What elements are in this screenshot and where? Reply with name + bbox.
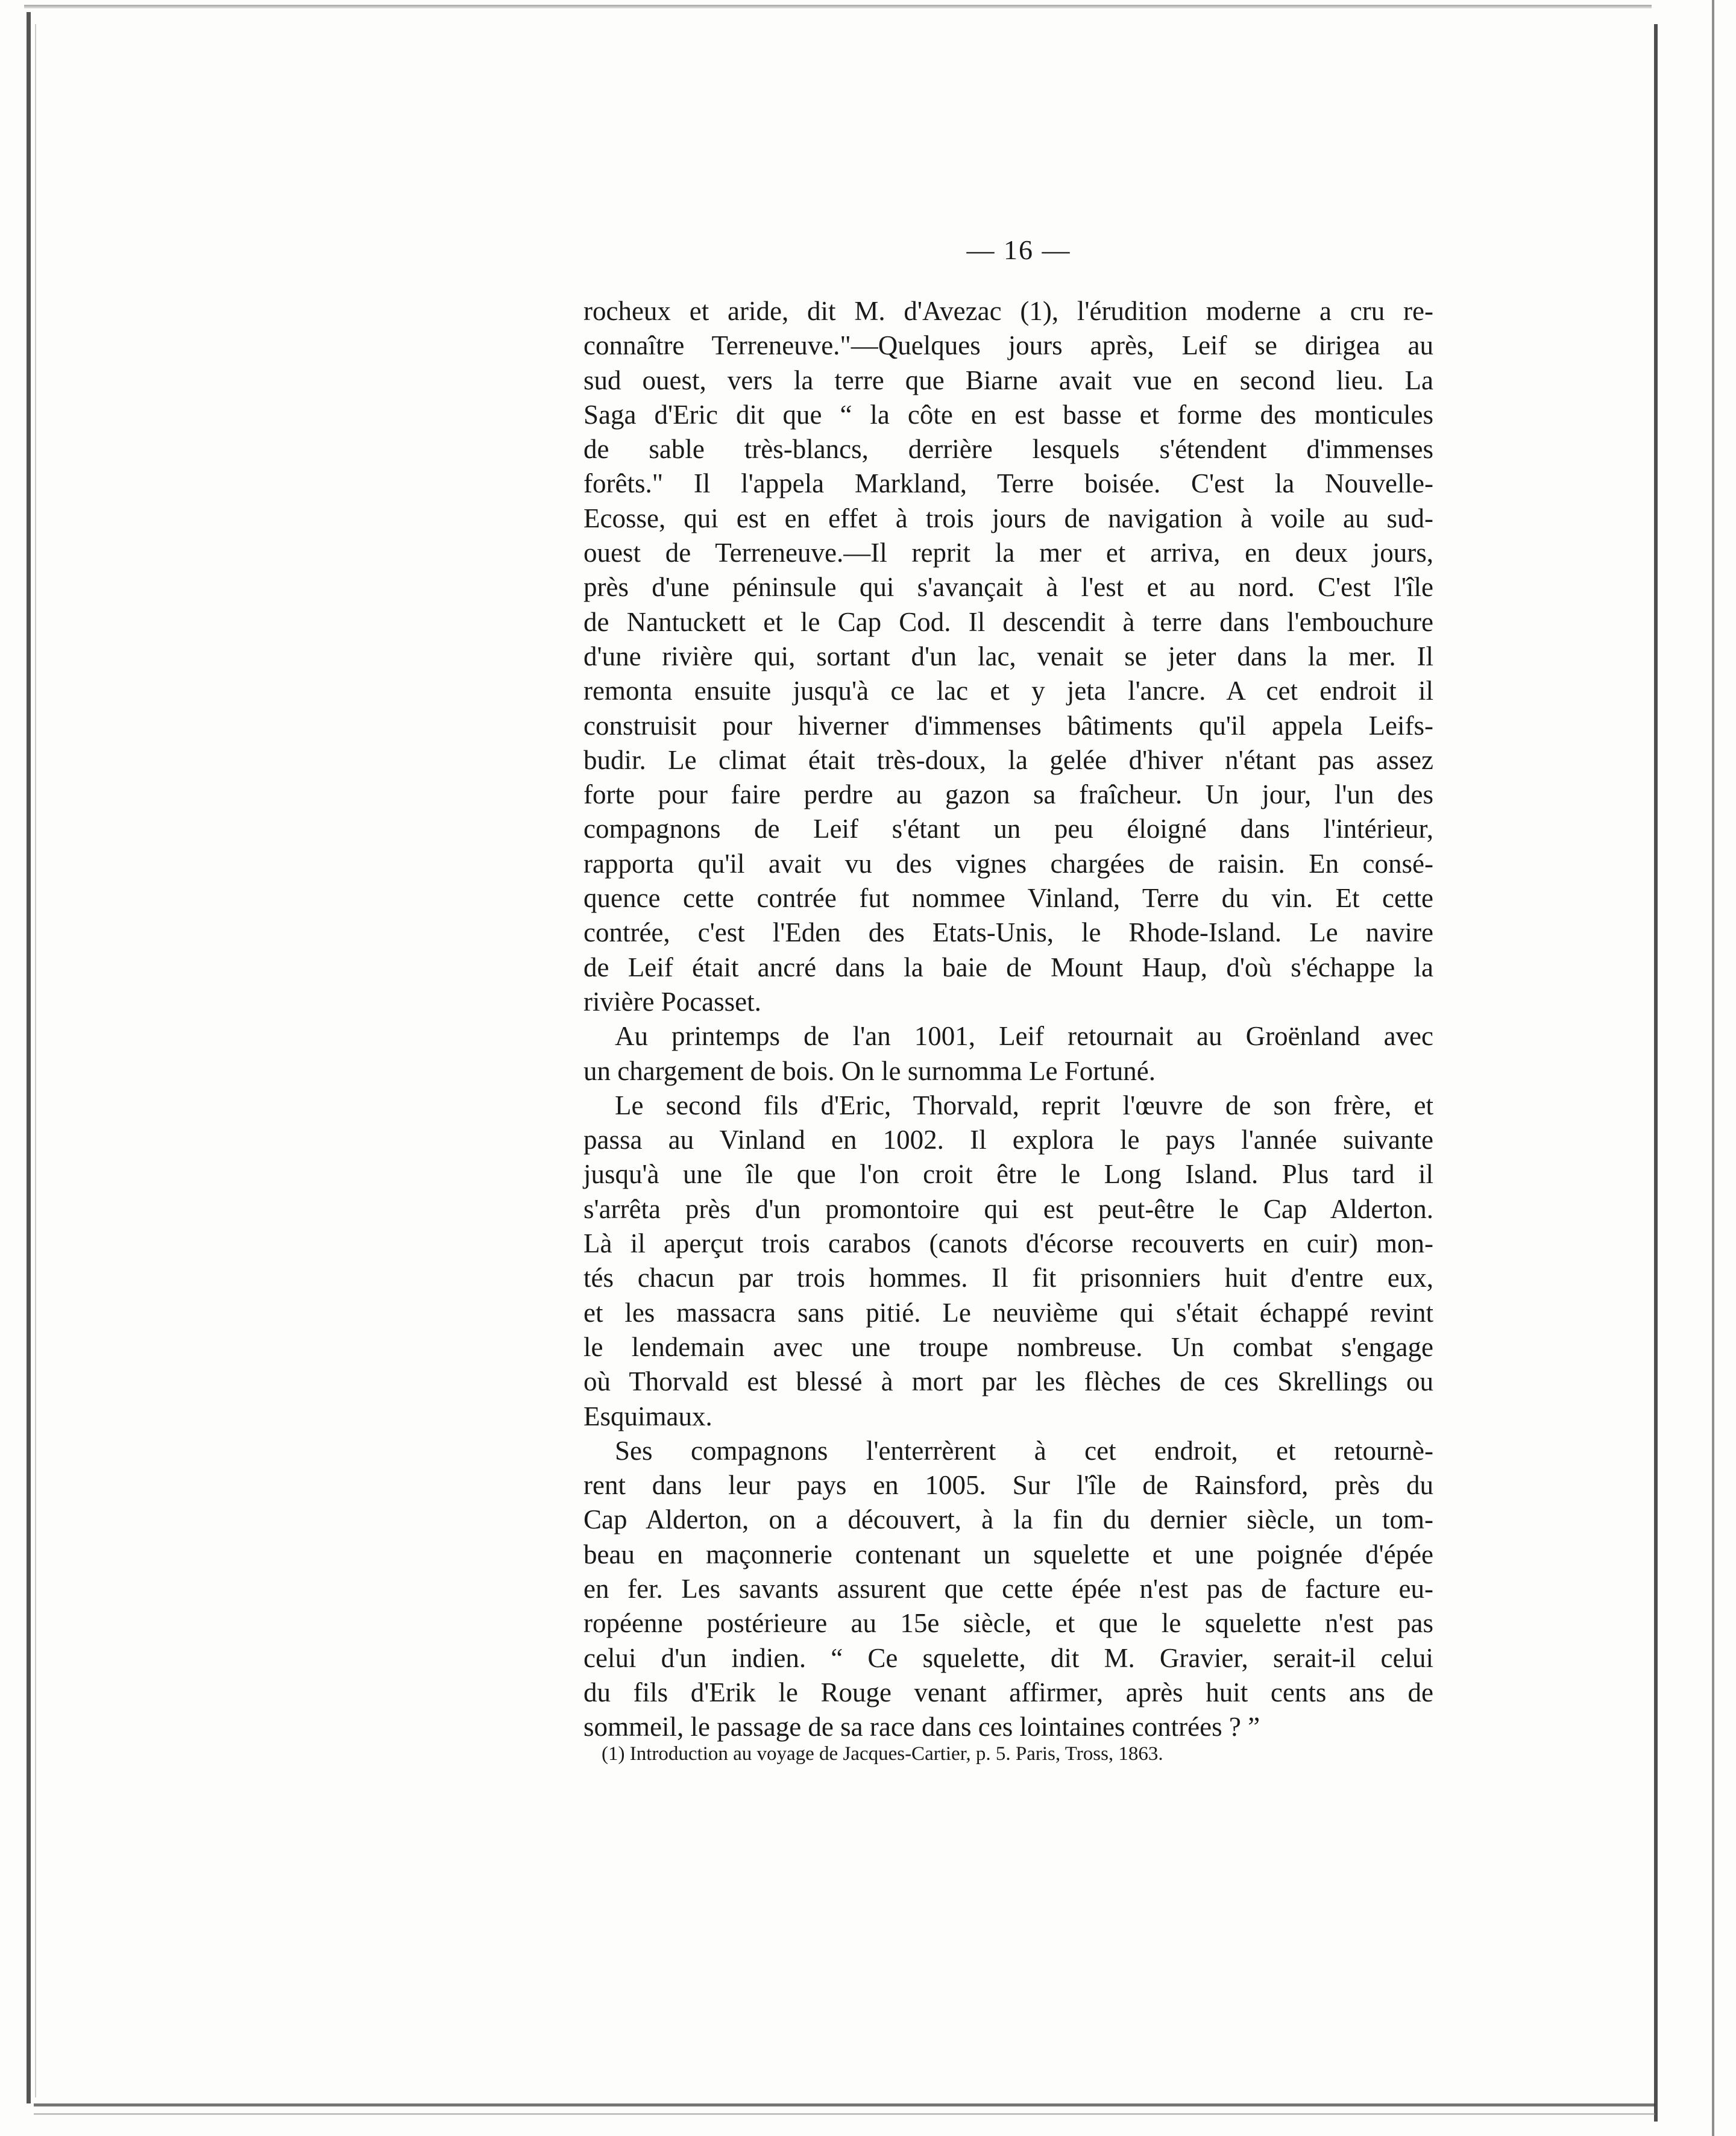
paragraph [583,294,1433,1019]
footnote: (1) Introduction au voyage de Jacques-Cartier, p. 5. Paris, Tross, 1863. [602,1743,1163,1765]
page-edge-left [27,12,31,2103]
text-line: contrée, c'est l'Eden des Etats-Unis, le Rhode-Island. Le navire [583,917,1433,948]
page-edge-right [1654,24,1658,2122]
text-line: remonta ensuite jusqu'à ce lac et y jeta l'ancre. A cet endroit il [583,676,1433,706]
text-line: rent dans leur pays en 1005. Sur l'île de Rainsford, près du [583,1470,1433,1501]
text-line: construisit pour hiverner d'immenses bâtiments qu'il appela Leifs- [583,710,1433,741]
text-line: de sable très-blancs, derrière lesquels s'étendent d'immenses [583,434,1433,465]
text-line: près d'une péninsule qui s'avançait à l'est et au nord. C'est l'île [583,572,1433,603]
text-line: et les massacra sans pitié. Le neuvième qui s'était échappé revint [583,1297,1433,1328]
text-line: où Thorvald est blessé à mort par les flèches de ces Skrellings ou [583,1366,1433,1397]
text-line: ouest de Terreneuve.—Il reprit la mer et arriva, en deux jours, [583,538,1433,568]
text-line: sommeil, le passage de sa race dans ces lointaines contrées ? ” [583,1712,1260,1742]
text-line: ropéenne postérieure au 15e siècle, et que le squelette n'est pas [583,1608,1433,1639]
body-text [583,294,1433,1744]
text-line: d'une rivière qui, sortant d'un lac, venait se jeter dans la mer. Il [583,641,1433,671]
text-line: celui d'un indien. “ Ce squelette, dit M. Gravier, serait-il celui [583,1642,1433,1673]
text-line: jusqu'à une île que l'on croit être le Long Island. Plus tard il [583,1159,1433,1190]
text-line: Le second fils d'Eric, Thorvald, reprit l'œuvre de son frère, et [615,1090,1433,1120]
text-line: Ecosse, qui est en effet à trois jours de navigation à voile au sud- [583,503,1433,533]
text-line: le lendemain avec une troupe nombreuse. Un combat s'engage [583,1331,1433,1362]
text-line: un chargement de bois. On le surnomma Le Fortuné. [583,1055,1156,1086]
text-line: forêts." Il l'appela Markland, Terre boisée. C'est la Nouvelle- [583,468,1433,499]
text-line: Là il aperçut trois carabos (canots d'écorse recouverts en cuir) mon- [583,1228,1433,1259]
text-line: Au printemps de l'an 1001, Leif retournait au Groënland avec [615,1021,1433,1052]
paragraph [583,1088,1433,1434]
text-line: Saga d'Eric dit que “ la côte en est basse et forme des monticules [583,399,1433,430]
text-line: sud ouest, vers la terre que Biarne avait vue en second lieu. La [583,365,1433,395]
text-line: passa au Vinland en 1002. Il explora le pays l'année suivante [583,1125,1433,1155]
text-line: Ses compagnons l'enterrèrent à cet endroit, et retournè- [615,1435,1433,1466]
text-line: rocheux et aride, dit M. d'Avezac (1), l'érudition moderne a cru re- [583,296,1433,326]
text-line: s'arrêta près d'un promontoire qui est peut-être le Cap Alderton. [583,1193,1433,1224]
text-line: en fer. Les savants assurent que cette épée n'est pas de facture eu- [583,1573,1433,1604]
paragraph [583,1434,1433,1745]
text-line: compagnons de Leif s'étant un peu éloigné dans l'intérieur, [583,814,1433,844]
text-line: connaître Terreneuve."—Quelques jours après, Leif se dirigea au [583,330,1433,361]
paragraph [583,1019,1433,1088]
page-edge-bottom-shadow [34,2113,1655,2115]
text-line: du fils d'Erik le Rouge venant affirmer, après huit cents ans de [583,1677,1433,1707]
text-line: rapporta qu'il avait vu des vignes chargées de raisin. En consé- [583,848,1433,879]
text-line: rivière Pocasset. [583,986,761,1017]
page-edge-bottom [34,2103,1655,2106]
page-edge-top [24,5,1652,8]
text-line: de Leif était ancré dans la baie de Mount Haup, d'où s'échappe la [583,952,1433,982]
text-line: budir. Le climat était très-doux, la gelée d'hiver n'étant pas assez [583,744,1433,775]
page-edge-right-far [1712,0,1714,2136]
page-edge-left-inner [35,24,36,2097]
text-line: forte pour faire perdre au gazon sa fraîcheur. Un jour, l'un des [583,779,1433,810]
text-line: quence cette contrée fut nommee Vinland, Terre du vin. Et cette [583,883,1433,914]
text-line: Cap Alderton, on a découvert, à la fin du dernier siècle, un tom- [583,1504,1433,1535]
page-number: — 16 — [966,234,1071,265]
text-line: beau en maçonnerie contenant un squelette et une poignée d'épée [583,1539,1433,1569]
text-line: Esquimaux. [583,1401,712,1431]
text-line: tés chacun par trois hommes. Il fit prisonniers huit d'entre eux, [583,1263,1433,1293]
text-line: de Nantuckett et le Cap Cod. Il descendit à terre dans l'embouchure [583,606,1433,637]
